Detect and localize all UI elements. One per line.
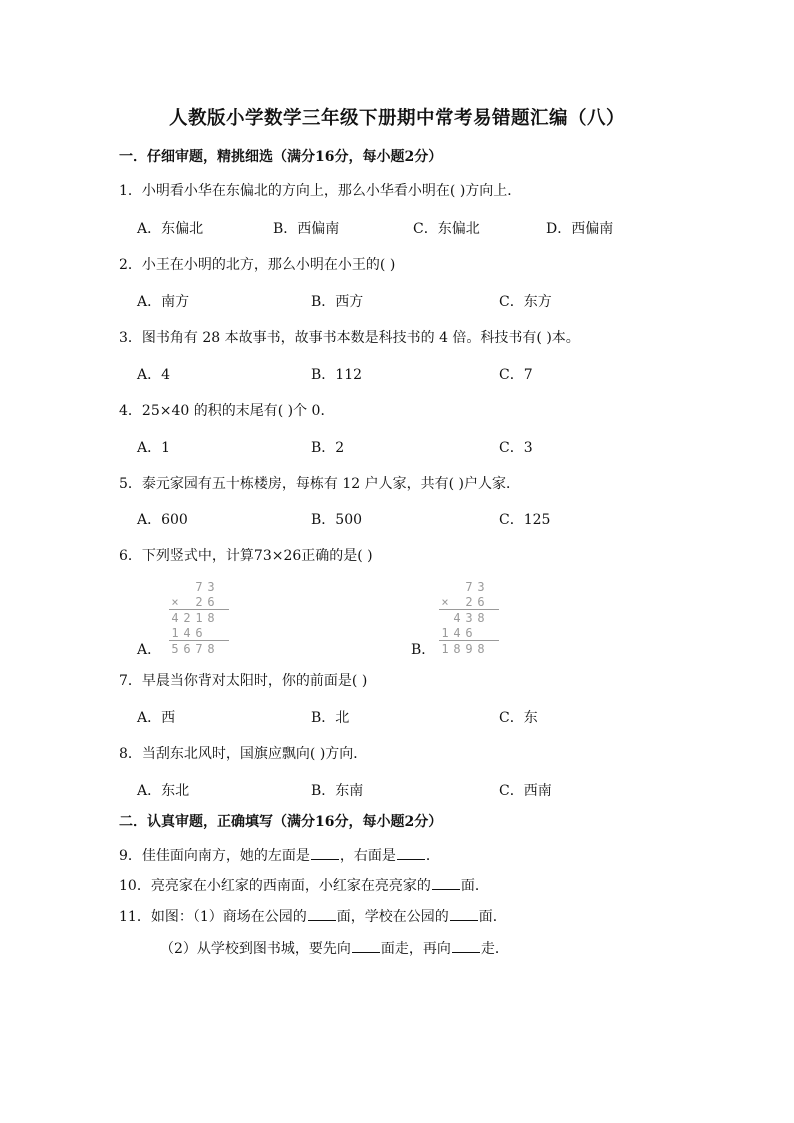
calc-a-row-4 bbox=[169, 626, 217, 640]
calc-b-digit: 1 bbox=[441, 642, 449, 656]
question-8-stem: 8．当刮东北风时，国旗应飘向( )方向． bbox=[119, 746, 368, 762]
question-9-text-b: ，右面是 bbox=[339, 848, 396, 864]
calc-b-digit: 4 bbox=[453, 611, 461, 625]
question-4-option-b[interactable]: B．2 bbox=[311, 440, 345, 456]
calc-b-row-2 bbox=[439, 595, 487, 609]
question-9-blank-2[interactable] bbox=[397, 847, 425, 860]
section-heading-2: 二．认真审题，正确填写（满分16分，每小题2分） bbox=[119, 814, 443, 830]
question-10-blank-1[interactable] bbox=[432, 877, 460, 890]
question-10 bbox=[119, 875, 489, 895]
question-5-option-b[interactable]: B．500 bbox=[311, 512, 363, 528]
question-7-option-b[interactable]: B．北 bbox=[311, 710, 350, 726]
question-3-option-a[interactable]: A．4 bbox=[137, 367, 171, 383]
calc-a-digit: 1 bbox=[171, 626, 179, 640]
question-4-option-c[interactable]: C．3 bbox=[499, 440, 533, 456]
calc-a-digit: × bbox=[171, 595, 179, 609]
section-heading-1: 一．仔细审题，精挑细选（满分16分，每小题2分） bbox=[119, 149, 443, 165]
calc-b-row-4 bbox=[439, 626, 487, 640]
question-3-option-c[interactable]: C．7 bbox=[499, 367, 533, 383]
vertical-calculation-a bbox=[169, 580, 233, 656]
question-11-part-2 bbox=[160, 938, 509, 958]
question-9-text-a: 9．佳佳面向南方，她的左面是 bbox=[119, 848, 310, 864]
calc-a-digit: 4 bbox=[183, 626, 191, 640]
question-9 bbox=[119, 845, 440, 865]
calc-a-digit: 6 bbox=[207, 595, 215, 609]
question-11b-blank-1[interactable] bbox=[352, 940, 380, 953]
calc-a-digit: 5 bbox=[171, 642, 179, 656]
page-title: 人教版小学数学三年级下册期中常考易错题汇编（八） bbox=[168, 108, 625, 129]
question-10-text-b: 面． bbox=[460, 878, 489, 894]
question-11b-text-c: 走． bbox=[480, 941, 509, 957]
question-10-text-a: 10．亮亮家在小红家的西南面，小红家在亮亮家的 bbox=[119, 878, 431, 894]
question-6-option-a[interactable]: A． bbox=[137, 642, 162, 658]
question-4-option-a[interactable]: A．1 bbox=[137, 440, 171, 456]
calc-b-digit: × bbox=[441, 595, 449, 609]
question-7-option-a[interactable]: A．西 bbox=[137, 710, 176, 726]
question-11b-text-a: （2）从学校到图书城，要先向 bbox=[160, 941, 351, 957]
question-2-stem: 2．小王在小明的北方，那么小明在小王的( ) bbox=[119, 257, 396, 273]
question-3-option-b[interactable]: B．112 bbox=[311, 367, 363, 383]
question-2-option-b[interactable]: B．西方 bbox=[311, 294, 364, 310]
question-6-option-b[interactable]: B． bbox=[411, 642, 436, 658]
calc-a-digit: 1 bbox=[195, 611, 203, 625]
question-7-option-c[interactable]: C．东 bbox=[499, 710, 538, 726]
question-2-option-c[interactable]: C．东方 bbox=[499, 294, 552, 310]
question-11b-text-b: 面走，再向 bbox=[380, 941, 451, 957]
vertical-calculation-b bbox=[439, 580, 503, 656]
question-11b-blank-2[interactable] bbox=[452, 940, 480, 953]
question-6-stem: 6．下列竖式中，计算73×26正确的是( ) bbox=[119, 548, 373, 564]
calc-b-digit: 1 bbox=[441, 626, 449, 640]
question-11-text-c: 面． bbox=[478, 909, 507, 925]
question-11-blank-2[interactable] bbox=[450, 908, 478, 921]
question-11-part-1 bbox=[119, 906, 507, 926]
question-1-option-b[interactable]: B．西偏南 bbox=[273, 221, 340, 237]
calc-b-digit: 7 bbox=[465, 580, 473, 594]
question-11-text-a: 11．如图：（1）商场在公园的 bbox=[119, 909, 307, 925]
question-4-stem: 4．25×40 的积的末尾有( )个 0． bbox=[119, 403, 335, 419]
question-9-text-c: ． bbox=[425, 848, 440, 864]
calc-a-digit: 6 bbox=[195, 626, 203, 640]
question-3-stem: 3．图书角有 28 本故事书，故事书本数是科技书的 4 倍。科技书有( )本。 bbox=[119, 330, 580, 346]
question-1-option-a[interactable]: A．东偏北 bbox=[137, 221, 204, 237]
calc-b-digit: 8 bbox=[453, 642, 461, 656]
question-8-option-c[interactable]: C．西南 bbox=[499, 783, 552, 799]
calc-b-digit: 2 bbox=[465, 595, 473, 609]
calc-b-digit: 3 bbox=[477, 580, 485, 594]
question-8-option-a[interactable]: A．东北 bbox=[137, 783, 190, 799]
calc-b-digit: 8 bbox=[477, 611, 485, 625]
question-11-blank-1[interactable] bbox=[308, 908, 336, 921]
calc-a-digit: 6 bbox=[183, 642, 191, 656]
calc-a-row-3 bbox=[169, 611, 217, 625]
calc-a-digit: 7 bbox=[195, 642, 203, 656]
calc-a-digit: 8 bbox=[207, 642, 215, 656]
calc-a-digit: 2 bbox=[183, 611, 191, 625]
calc-b-digit: 6 bbox=[477, 595, 485, 609]
calc-b-rule-1 bbox=[439, 609, 499, 610]
calc-a-row-1 bbox=[169, 580, 217, 594]
calc-b-rule-2 bbox=[439, 640, 499, 641]
calc-a-rule-1 bbox=[169, 609, 229, 610]
calc-a-digit: 3 bbox=[207, 580, 215, 594]
calc-b-digit: 8 bbox=[477, 642, 485, 656]
calc-b-row-3 bbox=[439, 611, 487, 625]
calc-a-digit: 7 bbox=[195, 580, 203, 594]
question-11-text-b: 面，学校在公园的 bbox=[336, 909, 449, 925]
question-5-option-a[interactable]: A．600 bbox=[137, 512, 188, 528]
question-1-option-d[interactable]: D．西偏南 bbox=[546, 221, 614, 237]
calc-a-digit: 2 bbox=[195, 595, 203, 609]
question-2-option-a[interactable]: A．南方 bbox=[137, 294, 190, 310]
calc-a-rule-2 bbox=[169, 640, 229, 641]
question-5-option-c[interactable]: C．125 bbox=[499, 512, 551, 528]
calc-a-digit: 8 bbox=[207, 611, 215, 625]
question-7-stem: 7．早晨当你背对太阳时，你的前面是( ) bbox=[119, 673, 368, 689]
calc-b-digit: 3 bbox=[465, 611, 473, 625]
calc-a-row-2 bbox=[169, 595, 217, 609]
question-1-stem: 1．小明看小华在东偏北的方向上，那么小华看小明在( )方向上． bbox=[119, 183, 522, 199]
calc-a-digit: 4 bbox=[171, 611, 179, 625]
question-8-option-b[interactable]: B．东南 bbox=[311, 783, 364, 799]
question-1-option-c[interactable]: C．东偏北 bbox=[413, 221, 480, 237]
calc-b-digit: 9 bbox=[465, 642, 473, 656]
calc-b-row-1 bbox=[439, 580, 487, 594]
question-9-blank-1[interactable] bbox=[311, 847, 339, 860]
calc-a-row-5 bbox=[169, 642, 217, 656]
calc-b-digit: 6 bbox=[465, 626, 473, 640]
calc-b-digit: 4 bbox=[453, 626, 461, 640]
calc-b-row-5 bbox=[439, 642, 487, 656]
question-5-stem: 5．泰元家园有五十栋楼房，每栋有 12 户人家，共有( )户人家． bbox=[119, 476, 520, 492]
